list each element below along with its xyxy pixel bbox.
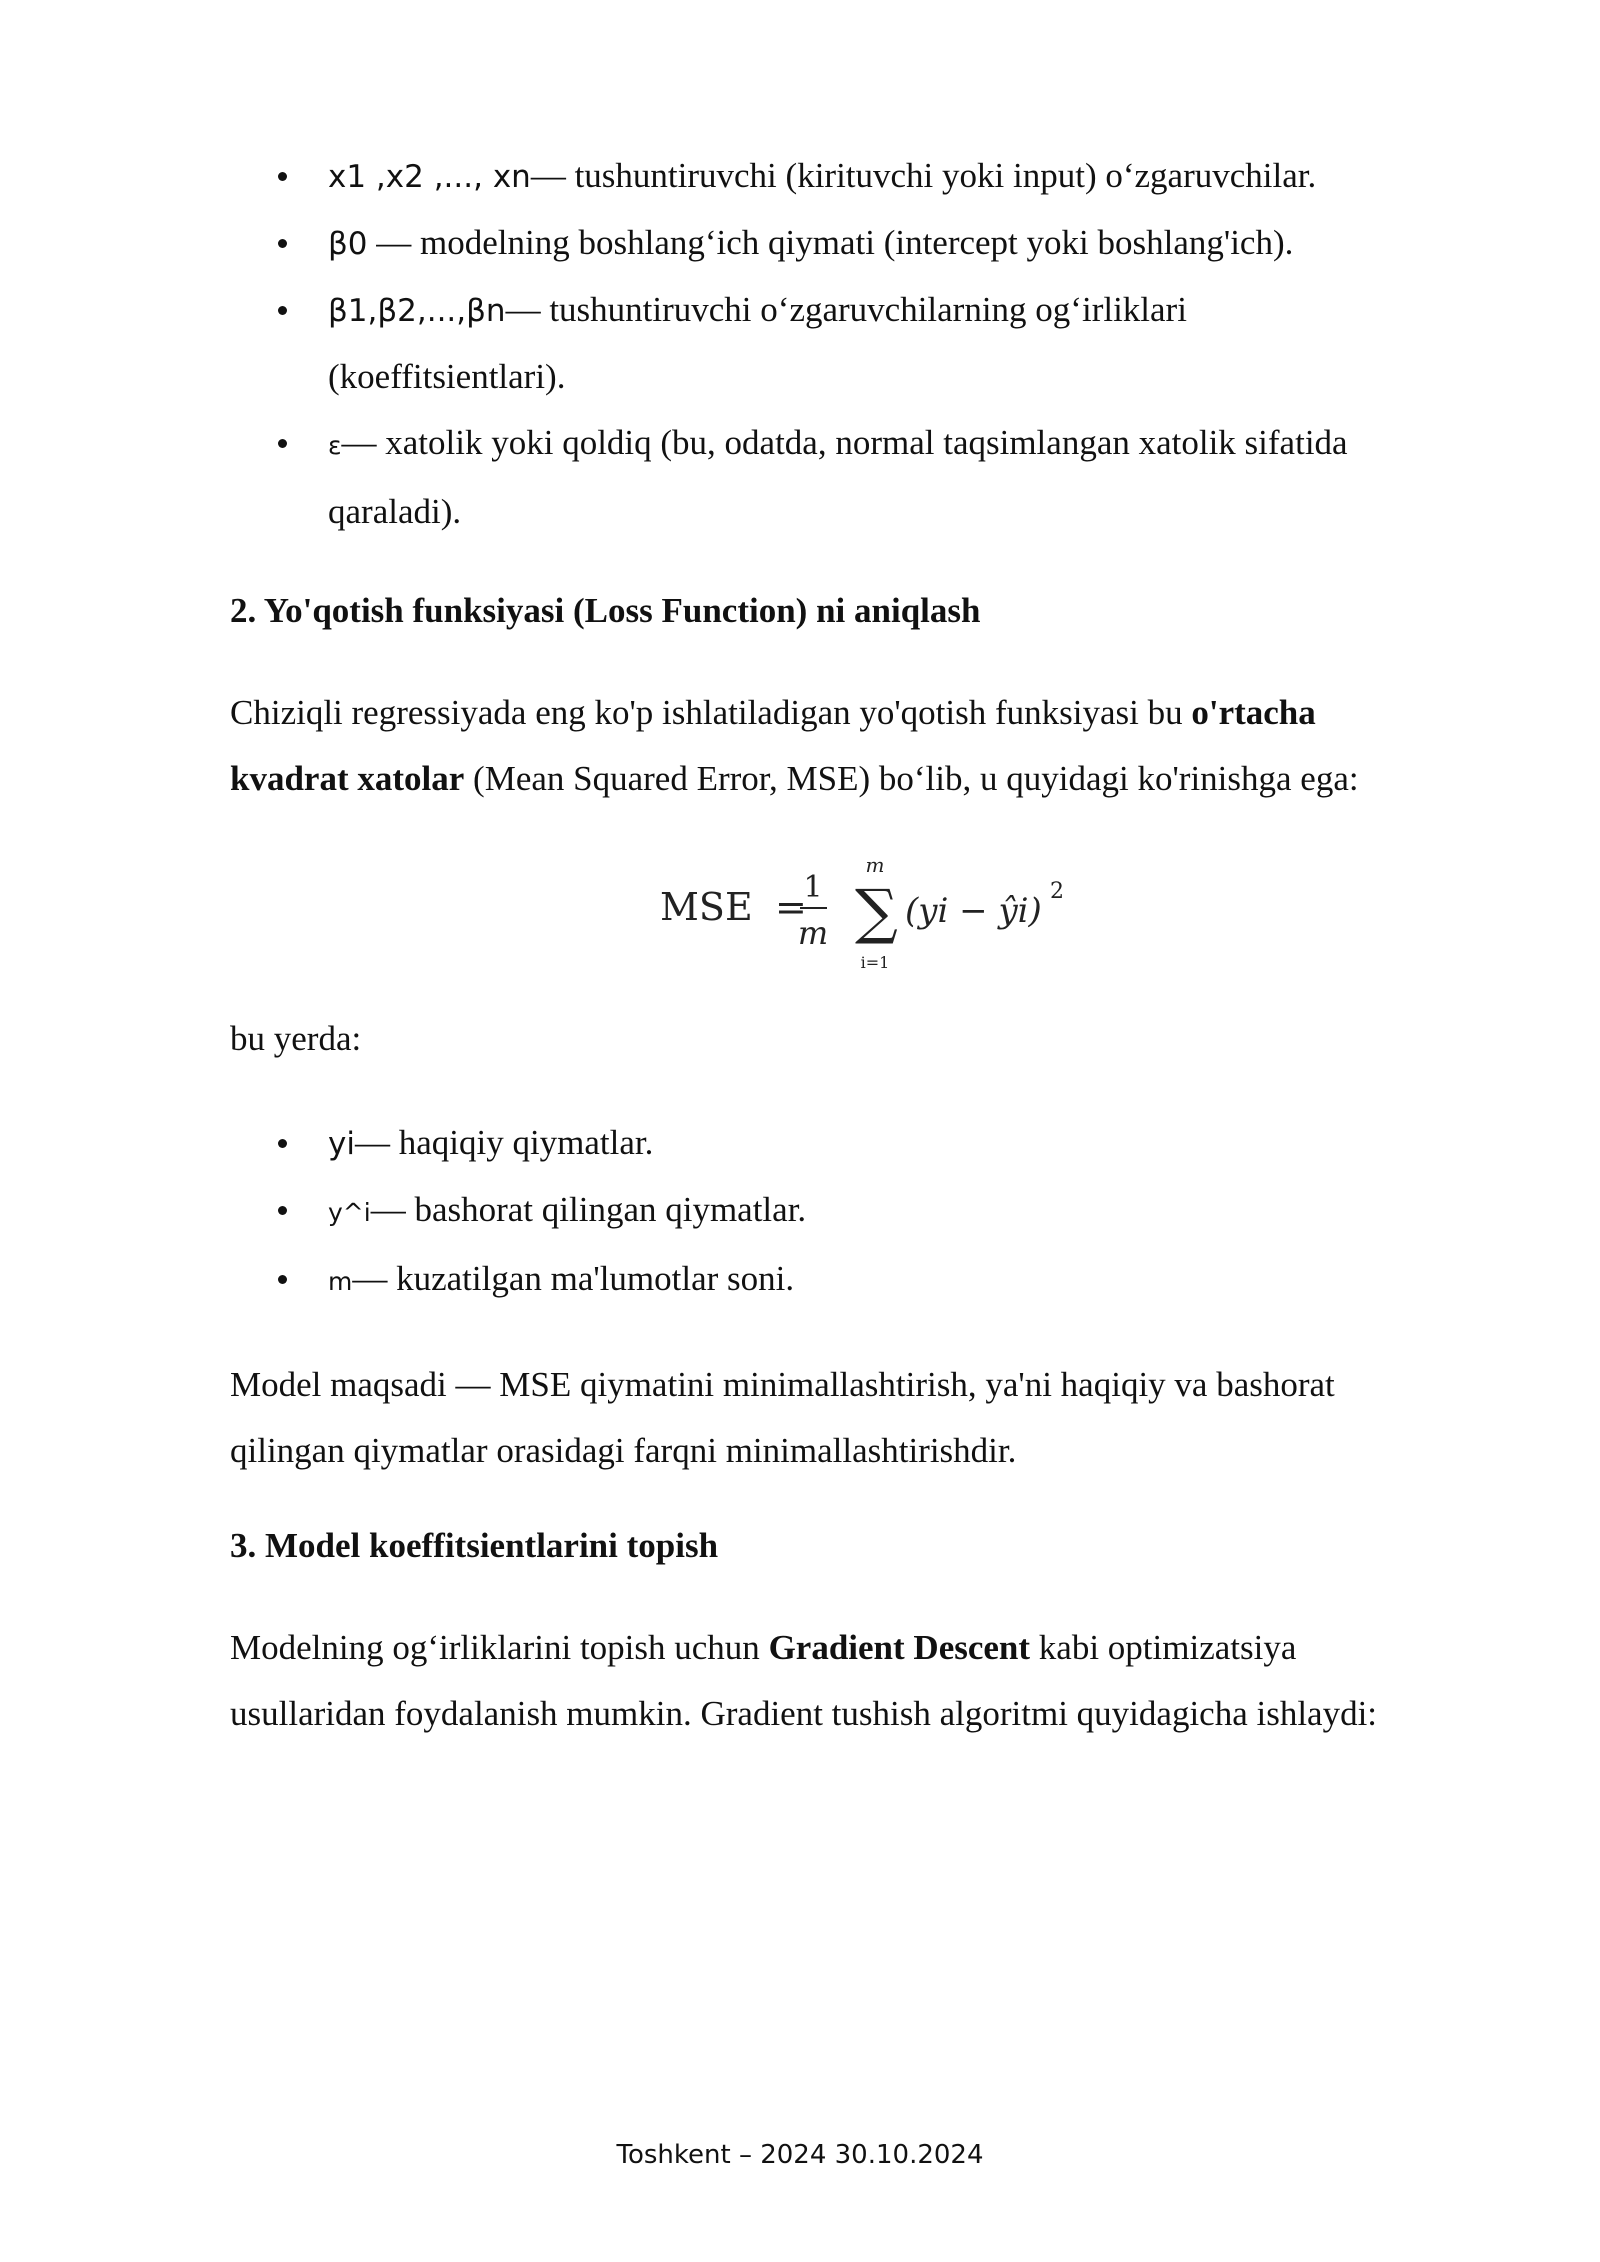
formula-exponent: 2	[1050, 879, 1064, 904]
sum-lower-limit: i=1	[860, 953, 890, 972]
bullet-icon	[278, 1139, 287, 1148]
where-label: bu yerda:	[230, 1019, 362, 1058]
list-item	[230, 210, 1480, 277]
bullet-icon	[278, 1275, 287, 1284]
item-text: — xatolik yoki qoldiq (bu, odatda, normal taqsimlangan xatolik sifatida	[341, 423, 1348, 462]
formula-body: (yi − ŷi)	[905, 891, 1042, 931]
paragraph-line: usullaridan foydalanish mumkin. Gradient tushish algoritmi quyidagicha ishlaydi:	[230, 1694, 1378, 1733]
list-item	[230, 277, 1480, 410]
list-item	[230, 1177, 1480, 1246]
text-run: Modelning og‘irliklarini topish uchun	[230, 1628, 769, 1667]
formula-lhs: MSE	[660, 885, 753, 929]
formula-denominator: m	[797, 914, 829, 952]
symbol: β0	[328, 226, 368, 262]
sum-upper-limit: m	[865, 853, 885, 877]
formula-numerator: 1	[803, 870, 823, 905]
gradient-paragraph	[230, 1615, 1530, 1747]
symbol: yi	[328, 1126, 355, 1162]
item-text: — haqiqiy qiymatlar.	[354, 1123, 654, 1162]
sigma-icon: ∑	[855, 877, 898, 947]
symbol: m	[328, 1267, 353, 1296]
section-heading: 2. Yo'qotish funksiyasi (Loss Function) ni aniqlash	[230, 591, 981, 630]
paragraph-line	[230, 1615, 1530, 1681]
bold-text: kvadrat xatolar	[230, 759, 465, 798]
mse-terms-list	[230, 1110, 1480, 1315]
list-item	[230, 410, 1480, 545]
paragraph-line: qilingan qiymatlar orasidagi farqni minimallashtirishdir.	[230, 1431, 1017, 1470]
bullet-icon	[278, 306, 287, 315]
symbol: ε	[328, 431, 342, 460]
paragraph-line	[230, 680, 1480, 746]
item-text: — tushuntiruvchi o‘zgaruvchilarning og‘irliklari	[505, 290, 1187, 329]
item-text: — modelning boshlang‘ich qiymati (intercept yoki boshlang'ich).	[367, 223, 1294, 262]
paragraph-line: Model maqsadi — MSE qiymatini minimallashtirish, ya'ni haqiqiy va bashorat	[230, 1365, 1335, 1404]
paragraph-line	[230, 746, 1480, 812]
item-text: — kuzatilgan ma'lumotlar soni.	[352, 1259, 795, 1298]
item-text-continued: (koeffitsientlari).	[328, 357, 566, 396]
text-run: Chiziqli regressiyada eng ko'p ishlatiladigan yo'qotish funksiyasi bu	[230, 693, 1192, 732]
mse-paragraph	[230, 680, 1480, 812]
bullet-icon	[278, 239, 287, 248]
bullet-icon	[278, 439, 287, 448]
symbol: x1 ,x2 ,..., xn	[328, 159, 531, 195]
goal-paragraph	[230, 1352, 1480, 1484]
symbol: y^i	[328, 1198, 371, 1227]
mse-formula	[655, 852, 1095, 982]
list-item	[230, 143, 1480, 210]
variables-list	[230, 143, 1480, 545]
item-text: — bashorat qilingan qiymatlar.	[370, 1190, 807, 1229]
item-text: — tushuntiruvchi (kirituvchi yoki input) o‘zgaruvchilar.	[530, 156, 1317, 195]
page-footer: Toshkent – 2024 30.10.2024	[616, 2140, 984, 2170]
formula-equals: =	[775, 885, 807, 929]
bullet-icon	[278, 172, 287, 181]
bold-text: o'rtacha	[1191, 693, 1316, 732]
text-run: kabi optimizatsiya	[1030, 1628, 1297, 1667]
bold-text: Gradient Descent	[768, 1628, 1031, 1667]
text-run: (Mean Squared Error, MSE) bo‘lib, u quyidagi ko'rinishga ega:	[464, 759, 1359, 798]
symbol: β1,β2,...,βn	[328, 293, 506, 329]
list-item	[230, 1246, 1480, 1315]
bullet-icon	[278, 1206, 287, 1215]
list-item	[230, 1110, 1480, 1177]
formula-svg	[655, 852, 1095, 982]
section-heading: 3. Model koeffitsientlarini topish	[230, 1526, 719, 1565]
item-text-continued: qaraladi).	[328, 492, 462, 531]
